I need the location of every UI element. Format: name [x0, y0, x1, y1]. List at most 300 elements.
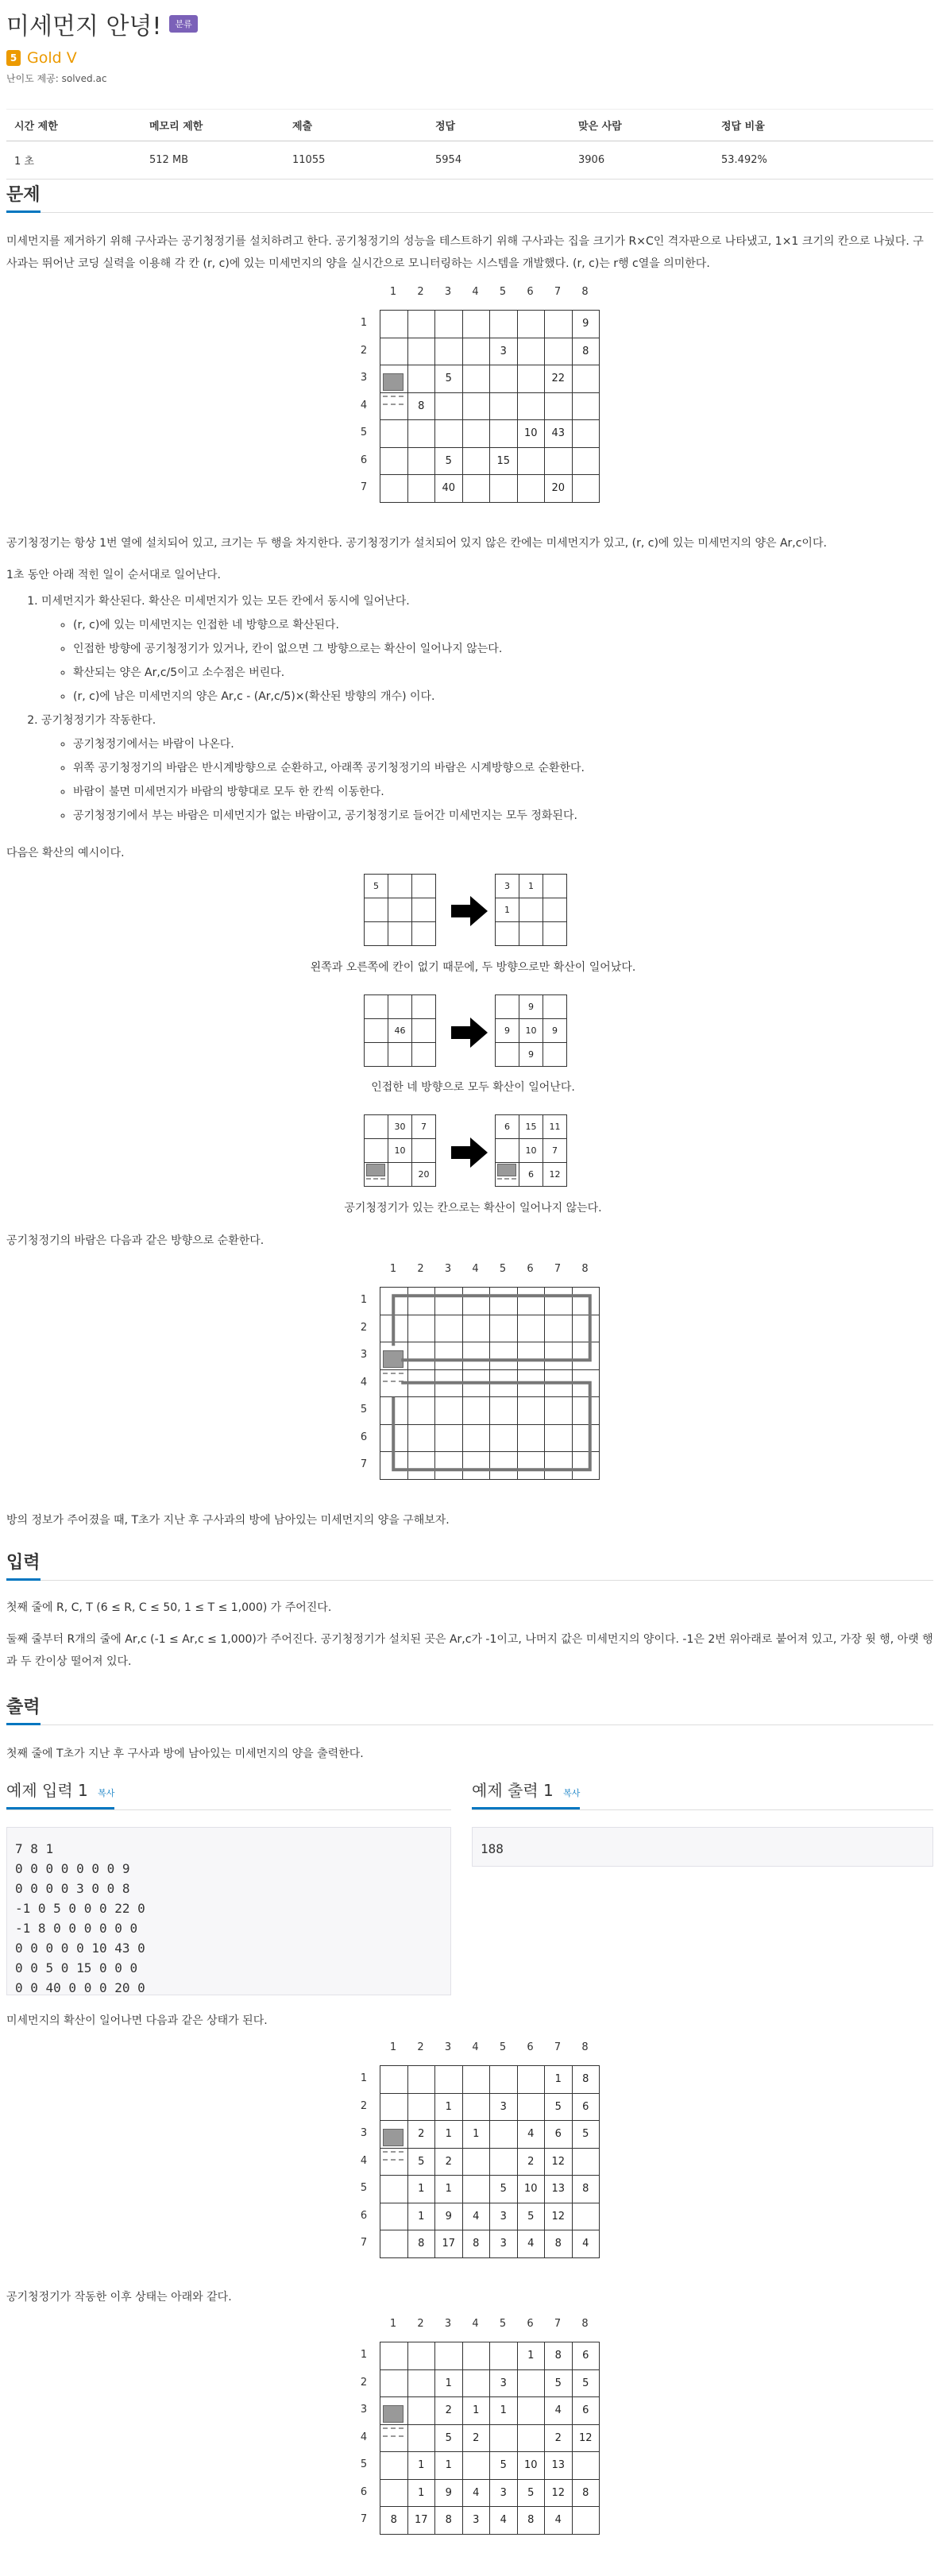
- grid-cell: [572, 365, 600, 393]
- row-label: 4: [360, 2431, 368, 2443]
- row-label: 1: [360, 317, 368, 329]
- example1-before-grid: [364, 874, 437, 947]
- grid-cell: [489, 2065, 518, 2094]
- grid-cell: 10: [517, 419, 546, 448]
- grid-cell: [462, 310, 491, 338]
- grid-cell: [388, 1162, 412, 1187]
- grid-cell: [489, 2148, 518, 2176]
- grid-cell: [380, 2342, 408, 2370]
- table-header: 제출: [284, 110, 427, 141]
- grid-cell: [517, 2065, 546, 2094]
- table-header: 시간 제한: [6, 110, 141, 141]
- grid-cell: 1: [434, 2451, 463, 2480]
- grid-cell: 3: [489, 2203, 518, 2231]
- grid-cell: 17: [407, 2506, 436, 2535]
- output-section: [6, 1694, 933, 1725]
- grid-cell: 4: [517, 2120, 546, 2149]
- sample-input-header: [6, 1778, 451, 1810]
- air-purifier-icon: [383, 373, 403, 391]
- grid-cell: [364, 1042, 388, 1067]
- grid-cell: 10: [517, 2175, 546, 2203]
- grid-cell: [462, 447, 491, 476]
- grid-cell: [364, 1018, 388, 1043]
- input-paragraph-1: 첫째 줄에 R, C, T (6 ≤ R, C ≤ 50, 1 ≤ T ≤ 1,000) 가 주어진다.: [6, 1601, 332, 1614]
- list-item: ◦ 위쪽 공기청정기의 바람은 반시계방향으로 순환하고, 아래쪽 공기청정기의 바람은 시계방향으로 순환한다.: [73, 756, 931, 780]
- air-purifier-icon: [366, 1164, 385, 1176]
- grid-cell: [462, 392, 491, 421]
- grid-cell: [572, 2506, 600, 2535]
- column-label: 1: [389, 2041, 397, 2053]
- column-label: 8: [581, 2041, 589, 2053]
- grid-cell: 2: [434, 2396, 463, 2425]
- grid-cell: [380, 310, 408, 338]
- input-section: [6, 1549, 933, 1581]
- grid-cell: 9: [519, 994, 543, 1019]
- grid-cell: [434, 2065, 463, 2094]
- column-label: 4: [472, 286, 479, 298]
- grid-cell: 10: [519, 1138, 543, 1163]
- row-label: 4: [360, 1376, 368, 1388]
- wind-diagram: [356, 1263, 602, 1482]
- grid-cell: 2: [434, 2148, 463, 2176]
- sub-list: [41, 613, 931, 709]
- tier-name[interactable]: Gold V: [27, 49, 77, 67]
- grid-cell: 6: [572, 2342, 600, 2370]
- grid-cell: [544, 447, 573, 476]
- grid-cell: [572, 447, 600, 476]
- list-item: ◦ 공기청정기에서 부는 바람은 미세먼지가 없는 바람이고, 공기청정기로 들어간 미세먼지는 모두 정화된다.: [73, 804, 931, 828]
- grid-cell: 5: [489, 2451, 518, 2480]
- grid-cell: 8: [572, 2479, 600, 2508]
- grid-cell: [517, 2396, 546, 2425]
- grid-cell: 5: [544, 2093, 573, 2122]
- sample-output-header: [472, 1778, 933, 1810]
- row-label: 6: [360, 1431, 368, 1443]
- grid-cell: 1: [495, 898, 519, 922]
- problem-paragraph-6: 방의 정보가 주어졌을 때, T초가 지난 후 구사과의 방에 남아있는 미세먼지의 양을 구해보자.: [6, 1514, 450, 1527]
- table-header: 메모리 제한: [141, 110, 284, 141]
- row-label: 1: [360, 2349, 368, 2361]
- grid-cell: 9: [434, 2479, 463, 2508]
- grid-cell: [517, 2424, 546, 2453]
- grid-cell: [495, 994, 519, 1019]
- grid-cell: 6: [572, 2396, 600, 2425]
- grid-cell: [388, 898, 412, 922]
- grid-cell: [407, 2424, 436, 2453]
- grid-cell: 1: [489, 2396, 518, 2425]
- grid-cell: [519, 898, 543, 922]
- grid-cell: 9: [572, 310, 600, 338]
- grid-cell: [462, 2342, 491, 2370]
- problem-section: [6, 181, 933, 213]
- row-label: 2: [360, 1321, 368, 1334]
- table-header-row: [6, 110, 933, 141]
- column-label: 3: [444, 2318, 452, 2330]
- tier-icon: 5: [6, 50, 21, 66]
- grid-cell: [517, 2369, 546, 2398]
- grid-cell: 1: [407, 2479, 436, 2508]
- list-item: ◦ (r, c)에 남은 미세먼지의 양은 Ar,c - (Ar,c/5)×(확산된 방향의 개수) 이다.: [73, 685, 931, 709]
- problem-info-table: [6, 109, 933, 180]
- grid-cell: 4: [489, 2506, 518, 2535]
- grid-cell: 2: [462, 2424, 491, 2453]
- grid-cell: 3: [489, 2093, 518, 2122]
- grid-cell: [407, 419, 436, 448]
- after-paragraph-2: 공기청정기가 작동한 이후 상태는 아래와 같다.: [6, 2291, 232, 2304]
- row-label: 3: [360, 2404, 368, 2416]
- grid-cell: [434, 338, 463, 366]
- row-label: 3: [360, 1349, 368, 1361]
- grid-cell: 5: [489, 2175, 518, 2203]
- grid-cell: 6: [519, 1162, 543, 1187]
- copy-output-button[interactable]: 복사: [563, 1788, 581, 1798]
- grid-cell: 5: [572, 2120, 600, 2149]
- column-label: 5: [499, 1263, 507, 1275]
- grid-cell: [407, 338, 436, 366]
- row-label: 7: [360, 2237, 368, 2249]
- grid-cell: [407, 2396, 436, 2425]
- grid-cell: 8: [544, 2342, 573, 2370]
- air-purifier-vent-icon: [383, 2151, 403, 2161]
- example3-after-grid: [495, 1114, 568, 1188]
- sample-input-title: 예제 입력 1: [6, 1781, 88, 1800]
- grid-cell: 1: [407, 2175, 436, 2203]
- air-purifier-vent-icon: [497, 1178, 516, 1184]
- grid-cell: 1: [434, 2093, 463, 2122]
- grid-cell: [517, 338, 546, 366]
- grid-cell: [380, 419, 408, 448]
- column-label: 3: [444, 286, 452, 298]
- grid-cell: [380, 2479, 408, 2508]
- table-cell: 5954: [427, 141, 570, 180]
- grid-cell: 20: [544, 474, 573, 503]
- row-label: 6: [360, 454, 368, 466]
- table-header: 정답: [427, 110, 570, 141]
- column-label: 8: [581, 286, 589, 298]
- sub-list: [41, 732, 931, 828]
- grid-cell: 43: [544, 419, 573, 448]
- column-label: 4: [472, 2041, 479, 2053]
- grid-cell: 1: [434, 2120, 463, 2149]
- grid-cell: 3: [489, 2369, 518, 2398]
- grid-cell: [544, 392, 573, 421]
- grid-cell: 2: [407, 2120, 436, 2149]
- column-label: 2: [417, 286, 424, 298]
- example2-caption: 인접한 네 방향으로 모두 확산이 일어난다.: [371, 1081, 575, 1094]
- grid-cell: 9: [543, 1018, 567, 1043]
- grid-cell: [489, 2120, 518, 2149]
- grid-cell: [462, 2148, 491, 2176]
- example1-after-grid: [495, 874, 568, 947]
- row-label: 1: [360, 2072, 368, 2084]
- grid-cell: [544, 338, 573, 366]
- grid-cell: 1: [434, 2369, 463, 2398]
- grid-cell: [380, 2203, 408, 2231]
- table-cell: 53.492%: [713, 141, 933, 180]
- grid-cell: 30: [388, 1114, 412, 1139]
- row-label: 7: [360, 2513, 368, 2525]
- category-button[interactable]: 분류: [169, 15, 197, 33]
- grid-cell: [388, 994, 412, 1019]
- column-label: 5: [499, 2318, 507, 2330]
- grid-cell: [411, 874, 436, 898]
- grid-cell: 2: [544, 2424, 573, 2453]
- grid-cell: 10: [519, 1018, 543, 1043]
- grid-cell: [388, 874, 412, 898]
- grid-cell: [572, 2451, 600, 2480]
- grid-cell: 10: [517, 2451, 546, 2480]
- column-label: 6: [527, 2041, 534, 2053]
- grid-cell: [572, 2148, 600, 2176]
- problem-paragraph-5: 공기청정기의 바람은 다음과 같은 방향으로 순환한다.: [6, 1234, 264, 1247]
- grid-cell: [462, 365, 491, 393]
- grid-cell: 8: [462, 2230, 491, 2258]
- arrow-right-icon: [451, 1137, 488, 1168]
- grid-cell: 9: [434, 2203, 463, 2231]
- row-label: 5: [360, 2182, 368, 2194]
- grid-cell: 8: [572, 2065, 600, 2094]
- grid-cell: 22: [544, 365, 573, 393]
- after-paragraph-1: 미세먼지의 확산이 일어나면 다음과 같은 상태가 된다.: [6, 2014, 268, 2027]
- problem-title-row: [6, 0, 940, 41]
- grid-cell: [489, 419, 518, 448]
- grid-cell: 9: [495, 1018, 519, 1043]
- grid-cell: 4: [517, 2230, 546, 2258]
- problem-paragraph-2: 공기청정기는 항상 1번 열에 설치되어 있고, 크기는 두 행을 차지한다. 공기청정기가 설치되어 있지 않은 칸에는 미세먼지가 있고, (r, c)에 있는 미세먼지의 양은 Ar,c이다.: [6, 537, 827, 550]
- column-label: 7: [554, 1263, 562, 1275]
- grid-cell: 8: [544, 2230, 573, 2258]
- grid-cell: [495, 1138, 519, 1163]
- grid-cell: [434, 310, 463, 338]
- grid-cell: [572, 392, 600, 421]
- grid-cell: 8: [407, 392, 436, 421]
- grid-initial: [356, 286, 602, 505]
- grid-cell: 12: [544, 2148, 573, 2176]
- grid-cell: 1: [407, 2451, 436, 2480]
- grid-after-diffusion: [356, 2041, 602, 2261]
- grid-cell: 2: [517, 2148, 546, 2176]
- grid-cell: 9: [519, 1042, 543, 1067]
- grid-cell: [572, 474, 600, 503]
- column-label: 2: [417, 2041, 424, 2053]
- grid-cell: [517, 310, 546, 338]
- row-label: 7: [360, 481, 368, 493]
- grid-cell: 5: [572, 2369, 600, 2398]
- grid-cell: [380, 2093, 408, 2122]
- grid-cell: [489, 310, 518, 338]
- grid-cell: 1: [519, 874, 543, 898]
- grid-cell: [407, 474, 436, 503]
- column-label: 2: [417, 2318, 424, 2330]
- section-heading-input: 입력: [6, 1549, 933, 1581]
- air-purifier-vent-icon: [366, 1178, 385, 1184]
- grid-cell: 12: [572, 2424, 600, 2453]
- grid-cell: 5: [364, 874, 388, 898]
- table-cell: 512 MB: [141, 141, 284, 180]
- grid-cell: [517, 474, 546, 503]
- row-label: 2: [360, 2376, 368, 2389]
- grid-cell: [543, 898, 567, 922]
- column-label: 5: [499, 286, 507, 298]
- grid-cell: [388, 1042, 412, 1067]
- grid-cell: [407, 365, 436, 393]
- sample-input-box[interactable]: 7 8 1 0 0 0 0 0 0 0 9 0 0 0 0 3 0 0 8 -1 0 5 0 0 0 22 0 -1 8 0 0 0 0 0 0 0 0 0 0 0 10 43 0 0 0 5 0 15 0 0 0 0 0 40 0 0 0 20 0: [6, 1827, 451, 1995]
- column-label: 1: [389, 286, 397, 298]
- grid-cell: [388, 921, 412, 946]
- grid-cell: 6: [544, 2120, 573, 2149]
- grid-cell: [489, 2342, 518, 2370]
- steps-list: [6, 589, 931, 828]
- grid-cell: [364, 1114, 388, 1139]
- grid-cell: 12: [544, 2479, 573, 2508]
- grid-cell: [407, 2093, 436, 2122]
- grid-cell: 4: [572, 2230, 600, 2258]
- grid-cell: [411, 1138, 436, 1163]
- grid-cell: 7: [411, 1114, 436, 1139]
- grid-cell: [380, 2369, 408, 2398]
- grid-cell: [407, 2342, 436, 2370]
- section-heading-output: 출력: [6, 1694, 933, 1725]
- list-item: ◦ 공기청정기에서는 바람이 나온다.: [73, 732, 931, 756]
- example3-before-grid: [364, 1114, 437, 1188]
- grid-cell: [543, 994, 567, 1019]
- grid-cell: [495, 1042, 519, 1067]
- grid-cell: 3: [495, 874, 519, 898]
- column-label: 4: [472, 2318, 479, 2330]
- list-item: 2. 공기청정기가 작동한다. ◦ 공기청정기에서는 바람이 나온다. ◦ 위쪽 공기청정기의 바람은 반시계방향으로 순환하고, 아래쪽 공기청정기의 바람은 시계방향으로 순환한다. ◦ 바람이 불면 미세먼지가 바람의 방향대로 모두 한 칸씩 이동한다. ◦ 공기청정기에서 부는 바람은 미세먼지가 없는 바람이고, 공기청정기로 들어간 미세먼지는 모두 정화된다.: [41, 709, 931, 828]
- copy-input-button[interactable]: 복사: [98, 1788, 115, 1798]
- grid-cell: 6: [495, 1114, 519, 1139]
- list-item: ◦ 바람이 불면 미세먼지가 바람의 방향대로 모두 한 칸씩 이동한다.: [73, 780, 931, 804]
- column-label: 6: [527, 1263, 534, 1275]
- grid-cell: 46: [388, 1018, 412, 1043]
- grid-cell: 3: [489, 2230, 518, 2258]
- grid-cell: [543, 874, 567, 898]
- column-label: 3: [444, 2041, 452, 2053]
- grid-cell: [462, 2175, 491, 2203]
- example3-caption: 공기청정기가 있는 칸으로는 확산이 일어나지 않는다.: [344, 1202, 602, 1215]
- grid-cell: [462, 2369, 491, 2398]
- column-label: 5: [499, 2041, 507, 2053]
- grid-cell: [380, 2230, 408, 2258]
- grid-cell: [364, 994, 388, 1019]
- grid-cell: 8: [407, 2230, 436, 2258]
- grid-cell: 8: [517, 2506, 546, 2535]
- air-purifier-icon: [497, 1164, 516, 1176]
- column-label: 6: [527, 2318, 534, 2330]
- air-purifier-vent-icon: [383, 396, 403, 405]
- row-label: 4: [360, 399, 368, 411]
- problem-paragraph-3: 1초 동안 아래 적힌 일이 순서대로 일어난다.: [6, 569, 221, 581]
- row-label: 5: [360, 1404, 368, 1415]
- grid-cell: 5: [517, 2479, 546, 2508]
- table-header: 정답 비율: [713, 110, 933, 141]
- grid-cell: 8: [572, 2175, 600, 2203]
- grid-cell: [380, 2175, 408, 2203]
- sample-output-title: 예제 출력 1: [472, 1781, 554, 1800]
- grid-cell: [462, 419, 491, 448]
- grid-cell: [380, 447, 408, 476]
- row-label: 3: [360, 372, 368, 384]
- grid-cell: 5: [434, 2424, 463, 2453]
- grid-cell: 8: [572, 338, 600, 366]
- grid-cell: 15: [489, 447, 518, 476]
- grid-cell: 8: [380, 2506, 408, 2535]
- sample-output-box[interactable]: 188: [472, 1827, 933, 1867]
- list-item: ◦ 인접한 방향에 공기청정기가 있거나, 칸이 없으면 그 방향으로는 확산이 일어나지 않는다.: [73, 637, 931, 661]
- tier-row: [6, 49, 940, 67]
- grid-cell: 3: [462, 2506, 491, 2535]
- arrow-right-icon: [451, 896, 488, 926]
- grid-cell: 11: [543, 1114, 567, 1139]
- list-item: ◦ (r, c)에 있는 미세먼지는 인접한 네 방향으로 확산된다.: [73, 613, 931, 637]
- grid-cell: 1: [407, 2203, 436, 2231]
- grid-cell: 1: [462, 2120, 491, 2149]
- grid-cell: 5: [434, 447, 463, 476]
- problem-paragraph-1: 미세먼지를 제거하기 위해 구사과는 공기청정기를 설치하려고 한다. 공기청정기의 성능을 테스트하기 위해 구사과는 집을 크기가 R×C인 격자판으로 나타냈고, 1×1 크기의 칸으로 나눴다. 구사과는 뛰어난 코딩 실력을 이용해 각 칸 (r, c)에 있는 미세먼지의 양을 실시간으로 모니터링하는 시스템을 개발했다. (r, c)는 r행 c열을 의미한다.: [6, 235, 924, 270]
- example2-before-grid: [364, 994, 437, 1068]
- grid-cell: [489, 392, 518, 421]
- grid-cell: 6: [572, 2093, 600, 2122]
- grid-cell: 1: [544, 2065, 573, 2094]
- grid-cell: [380, 2451, 408, 2480]
- grid-cell: 4: [544, 2506, 573, 2535]
- column-label: 7: [554, 2041, 562, 2053]
- column-label: 8: [581, 1263, 589, 1275]
- table-cell: 3906: [570, 141, 713, 180]
- grid-cell: 10: [388, 1138, 412, 1163]
- grid-cell: [462, 2065, 491, 2094]
- list-item: 1. 미세먼지가 확산된다. 확산은 미세먼지가 있는 모든 칸에서 동시에 일어난다. ◦ (r, c)에 있는 미세먼지는 인접한 네 방향으로 확산된다. ◦ 인접한 방향에 공기청정기가 있거나, 칸이 없으면 그 방향으로는 확산이 일어나지 않는다. ◦ 확산되는 양은 Ar,c/5이고 소수점은 버린다. ◦ (r, c)에 남은 미세먼지의 양은 Ar,c - (Ar,c/5)×(확산된 방향의 개수) 이다.: [41, 589, 931, 709]
- grid-cell: 13: [544, 2451, 573, 2480]
- grid-cell: 5: [544, 2369, 573, 2398]
- grid-cell: 1: [517, 2342, 546, 2370]
- grid-cell: 15: [519, 1114, 543, 1139]
- grid-cell: [411, 1042, 436, 1067]
- row-label: 5: [360, 2458, 368, 2470]
- grid-cell: [517, 365, 546, 393]
- difficulty-note: 난이도 제공: solved.ac: [6, 73, 107, 84]
- grid-cell: [364, 921, 388, 946]
- grid-cell: 12: [544, 2203, 573, 2231]
- page-title: 미세먼지 안녕!: [6, 13, 162, 41]
- row-label: 2: [360, 2099, 368, 2112]
- column-label: 6: [527, 286, 534, 298]
- grid-cell: [517, 392, 546, 421]
- column-label: 4: [472, 1263, 479, 1275]
- grid-cell: [462, 2093, 491, 2122]
- grid-cell: [380, 2065, 408, 2094]
- grid-cell: 4: [462, 2479, 491, 2508]
- grid-cell: [407, 2065, 436, 2094]
- grid-cell: 5: [517, 2203, 546, 2231]
- grid-cell: [364, 1138, 388, 1163]
- grid-cell: 4: [544, 2396, 573, 2425]
- grid-cell: [434, 419, 463, 448]
- grid-cell: [489, 365, 518, 393]
- grid-cell: [489, 2424, 518, 2453]
- grid-cell: 17: [434, 2230, 463, 2258]
- air-purifier-vent-icon: [383, 2427, 403, 2437]
- grid-cell: [543, 921, 567, 946]
- grid-cell: [380, 338, 408, 366]
- grid-cell: 7: [543, 1138, 567, 1163]
- wind-path-icon: [356, 1263, 607, 1487]
- table-cell: 1 초: [6, 141, 141, 180]
- grid-cell: 12: [543, 1162, 567, 1187]
- grid-cell: 1: [462, 2396, 491, 2425]
- row-label: 6: [360, 2209, 368, 2222]
